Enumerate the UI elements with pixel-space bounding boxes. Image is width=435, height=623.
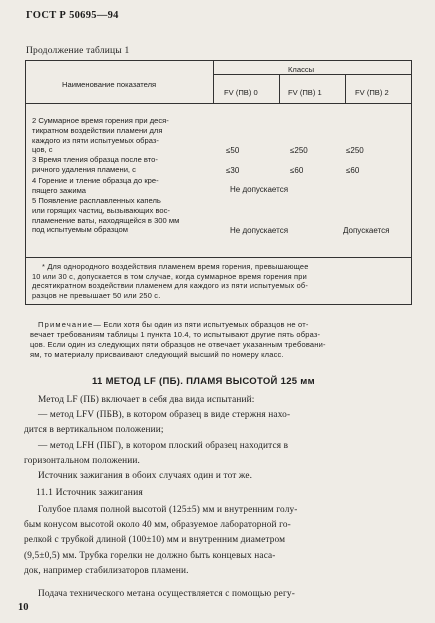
row-3-value-0: ≤30	[226, 166, 240, 175]
class-header-2: FV (ПВ) 2	[355, 88, 389, 97]
table-footnote: * Для однородного воздействия пламенем время горения, превышающее 10 или 30 с, допускается в том случае, когда суммарное время горения при десятикратном воздействии пламенем для каждого из пяти испытуемых об- разцов не превышает 50 или 250 с.	[32, 262, 309, 300]
row-5-value-merged: Не допускается	[230, 226, 289, 235]
section-11-body: Метод LF (ПБ) включает в себя два вида испытаний: — метод LFV (ПБВ), в котором образец в виде стержня нахо- дится в вертикальном положении; — метод LFH (ПБГ), в котором плоский образец находится в горизонтальном положении. Источник зажигания в обоих случаях один и тот же.	[24, 395, 291, 482]
class-header-1: FV (ПВ) 1	[288, 88, 322, 97]
row-4-value: Не допускается	[230, 185, 289, 194]
note-block: Примечание— Если хотя бы один из пяти испытуемых образцов не от- вечает требованиям таблицы 1 пункта 10.4, то испытывают другие пять образ- цов. Если один из следующих пяти образцов не отвечает указанным требовани- ям, то материалу присваивают следующий высший по номеру класс.	[30, 320, 326, 359]
section-11-1-body: Голубое пламя полной высотой (125±5) мм и внутренним голу- бым конусом высотой около 40 мм, образуемое лабораторной го- релкой с трубкой длиной (100±10) мм и внутренним диаметром (9,5±0,5) мм. Трубка горелки не должно быть концевых насa- док, например стабилизаторов пламени. Подача технического метана осуществляется с помощью регу-	[24, 505, 298, 600]
column-header-name: Наименование показателя	[62, 80, 157, 89]
row-2-value-1: ≤250	[290, 146, 308, 155]
class-header-0: FV (ПВ) 0	[224, 88, 258, 97]
row-3-value-2: ≤60	[346, 166, 360, 175]
table-row-5-label: 5 Появление расплавленных капель или горящих частиц, вызывающих вос- пламенение ваты, находящейся в 300 мм под испытуемым образцом	[32, 196, 180, 235]
table-row-4-label: 4 Горение и тление образца до кре- пящего зажима	[32, 176, 159, 195]
table-continuation-label: Продолжение таблицы 1	[26, 46, 130, 56]
note-label: Примечание	[38, 320, 94, 329]
page-number: 10	[18, 602, 29, 613]
row-2-value-2: ≤250	[346, 146, 364, 155]
row-5-value-last: Допускается	[343, 226, 390, 235]
page-header: ГОСТ Р 50695—94	[26, 10, 119, 21]
table-row-2-label: 2 Суммарное время горения при деся- тикратном воздействии пламени для каждого из пяти испытуемых образ- цов, с	[32, 116, 169, 155]
row-3-value-1: ≤60	[290, 166, 304, 175]
row-2-value-0: ≤50	[226, 146, 240, 155]
table-row-3-label: 3 Время тления образца после вто- ричного удаления пламени, с	[32, 155, 158, 174]
section-11-title: 11 МЕТОД LF (ПБ). ПЛАМЯ ВЫСОТОЙ 125 мм	[92, 376, 315, 387]
classes-header: Классы	[288, 65, 315, 74]
section-11-1-title: 11.1 Источник зажигания	[36, 487, 143, 498]
